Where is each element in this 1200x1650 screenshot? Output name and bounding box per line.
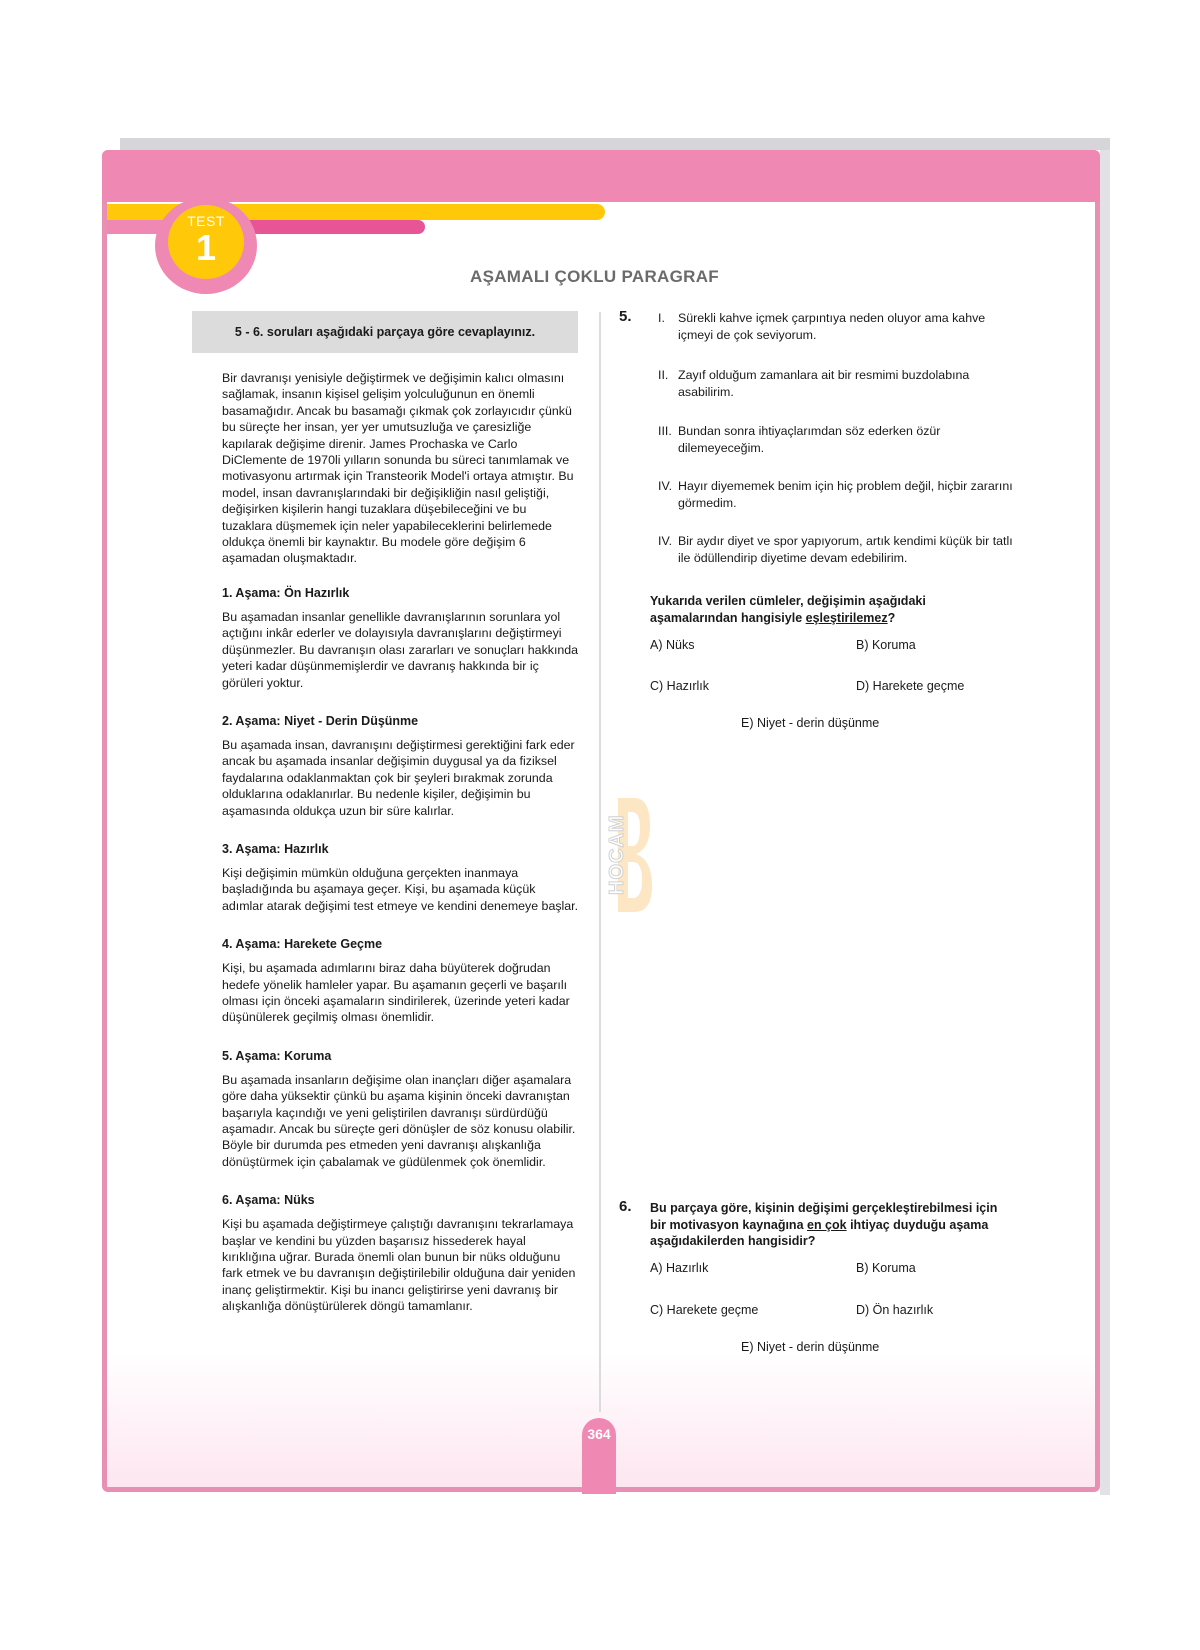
stage-text: Kişi değişimin mümkün olduğuna gerçekten inanmaya başladığında bu aşamaya geçer. Kişi, bu aşamada küçük adımlar atarak değişimi test etmeye ve kendini denemeye başlar. (222, 865, 579, 913)
page-shadow-top (120, 138, 1110, 150)
column-divider (599, 312, 601, 1412)
statement-text: Zayıf olduğum zamanlara ait bir resmimi buzdolabına asabilirim. (678, 368, 970, 399)
passage (222, 370, 580, 1315)
instruction-box: 5 - 6. soruları aşağıdaki parçaya göre cevaplayınız. (192, 311, 578, 353)
statement-1 (658, 310, 1018, 343)
q5-option-e[interactable]: E) Niyet - derin düşünme (741, 716, 880, 730)
statement-numeral: IV. (658, 479, 673, 493)
q5-option-a[interactable]: A) Nüks (650, 638, 695, 652)
watermark-logo (604, 790, 652, 920)
stem-emphasis: eşleştirilemez (805, 610, 888, 625)
statement-3 (658, 423, 1018, 456)
stage-title: 5. Aşama: Koruma (222, 1048, 332, 1063)
statement-numeral: III. (658, 424, 672, 438)
page-shadow-right (1100, 150, 1110, 1495)
header-band (102, 150, 1100, 202)
statement-2 (658, 367, 1018, 400)
stage-title: 4. Aşama: Harekete Geçme (222, 937, 383, 952)
stage-text: Bu aşamada insanların değişime olan inançları diğer aşamalara göre daha yüksektir çünkü bu aşama kişinin önceki davranıştan başarıyla kaçındığı ve yeni geliştirilen davranışı sürdürdüğü aşamadır. Ancak bu süreçte geri dönüşler de söz konusu olabilir. Böyle bir durumda pes etmeden yeni davranışı alışkanlığa dönüştürmek için çabalamak ve güdülenmek çok önemlidir. (222, 1072, 576, 1169)
statement-text: Sürekli kahve içmek çarpıntıya neden oluyor ama kahve içmeyi de çok seviyorum. (678, 311, 986, 342)
stage-2 (222, 713, 580, 819)
question-6-number: 6. (619, 1198, 632, 1215)
statement-text: Bir aydır diyet ve spor yapıyorum, artık kendimi küçük bir tatlı ile ödüllendirip diyetime devam edebilirim. (678, 534, 1013, 565)
test-badge-number: 1 (195, 227, 217, 268)
stage-title: 6. Aşama: Nüks (222, 1193, 315, 1208)
section-title: AŞAMALI ÇOKLU PARAGRAF (470, 267, 719, 286)
stage-title: 2. Aşama: Niyet - Derin Düşünme (222, 713, 419, 728)
stage-title: 3. Aşama: Hazırlık (222, 841, 329, 856)
stage-1 (222, 585, 580, 691)
watermark-text: HOCAM (606, 814, 628, 896)
statement-5 (658, 533, 1018, 566)
statement-numeral: IV. (658, 534, 673, 548)
stem-emphasis: en çok (807, 1217, 847, 1232)
stage-4 (222, 936, 580, 1026)
question-5-number: 5. (619, 308, 632, 325)
q6-option-a[interactable]: A) Hazırlık (650, 1261, 709, 1275)
test-badge-inner (168, 205, 244, 279)
watermark-letter (604, 790, 605, 791)
stage-text: Kişi bu aşamada değiştirmeye çalıştığı davranışını tekrarlamaya başlar ve kendini bu yüzden başarısız hissederek hayal kırıklığına uğrar. Burada önemli olan bunun bir nüks olduğunu fark etmek ve bu davranışın değiştirilebilir olduğuna dair yeniden inanç geliştirmektir. Kişi bu inancı geliştirirse yeni davranış bir alışkanlığa dönüştürülerek döngü tamamlanır. (222, 1217, 576, 1314)
statement-numeral: II. (658, 368, 669, 382)
stem-end: ihtiyaç duyduğu aşama aşağıdakilerden hangisidir? (650, 1217, 989, 1248)
stage-title: 1. Aşama: Ön Hazırlık (222, 585, 350, 600)
stem-end: ? (887, 610, 896, 625)
stem-text: Bu parçaya göre, kişinin değişimi gerçekleştirebilmesi için bir motivasyon kaynağına (650, 1201, 998, 1232)
question-5-stem (650, 593, 1000, 626)
q5-option-b[interactable]: B) Koruma (856, 638, 916, 652)
q6-option-b[interactable]: B) Koruma (856, 1261, 916, 1275)
statement-text: Hayır diyememek benim için hiç problem değil, hiçbir zararını görmedim. (678, 479, 1013, 510)
page-number: 364 (587, 1426, 611, 1442)
page-number-tab (582, 1418, 616, 1494)
statement-numeral: I. (658, 311, 665, 325)
statement-4 (658, 478, 1018, 511)
stage-text: Kişi, bu aşamada adımlarını biraz daha büyüterek doğrudan hedefe yönelik hamleler yapar. Bu aşamanın geçerli ve başarılı olması için önceki aşamaların sindirilerek, üzerinde yeteri kadar düşünülerek geçilmiş olması önemlidir. (222, 961, 570, 1025)
stage-3 (222, 841, 580, 914)
q6-option-e[interactable]: E) Niyet - derin düşünme (741, 1340, 880, 1354)
passage-intro: Bir davranışı yenisiyle değiştirmek ve değişimin kalıcı olmasını sağlamak, insanın kişisel gelişim yolculuğunun en önemli basamağıdır. Ancak bu basamağı çıkmak çok zorlayıcıdır çünkü bu süreçte her insan, yer yer umutsuzluğa ve çaresizliğe kapılarak değişime direnir. James Prochaska ve Carlo DiClemente de 1970li yılların sonunda bu süreci tanımlamak ve motivasyonu artırmak için Transteorik Model'i ortaya atmıştır. Bu model, insan davranışlarındaki bir değişikliğin nasıl geliştiği, değişirken kişilerin hangi tuzaklara düşebileceğini ve bu tuzaklara düşmemek için neler yapabileceklerini belirlemede oldukça önemli bir kaynaktır. Bu modele göre değişim 6 aşamadan oluşmaktadır. (222, 371, 574, 566)
q5-option-c[interactable]: C) Hazırlık (650, 679, 710, 693)
q5-option-d[interactable]: D) Harekete geçme (856, 679, 965, 693)
q6-option-c[interactable]: C) Harekete geçme (650, 1303, 759, 1317)
stage-text: Bu aşamada insan, davranışını değiştirmesi gerektiğini fark eder ancak bu aşamada insanlar değişimin duygusal ya da fiziksel faydalarına odaklanmaktan çok bir şeyleri bırakmak zorunda olduklarına odaklanırlar. Bu nedenle kişiler, değişimin bu aşamasında oldukça uzun bir süre kalırlar. (222, 737, 575, 818)
stem-text: Yukarıda verilen cümleler, değişimin aşağıdaki aşamalarından hangisiyle (650, 594, 926, 625)
stage-5 (222, 1048, 580, 1170)
question-6-stem (650, 1200, 1000, 1250)
statement-text: Bundan sonra ihtiyaçlarımdan söz ederken özür dilemeyeceğim. (678, 424, 941, 455)
q6-option-d[interactable]: D) Ön hazırlık (856, 1303, 934, 1317)
stage-6 (222, 1192, 580, 1314)
stage-text: Bu aşamadan insanlar genellikle davranışlarının sorunlara yol açtığını inkâr ederler ve dolayısıyla davranışlarını değiştirmeyi düşünmezler. Bu davranışın olası zararları ve sonuçları hakkında yeteri kadar düşünmemişlerdir ve davranış hakkında bir iç görüleri yoktur. (222, 609, 579, 690)
test-badge-label: TEST (187, 213, 225, 229)
